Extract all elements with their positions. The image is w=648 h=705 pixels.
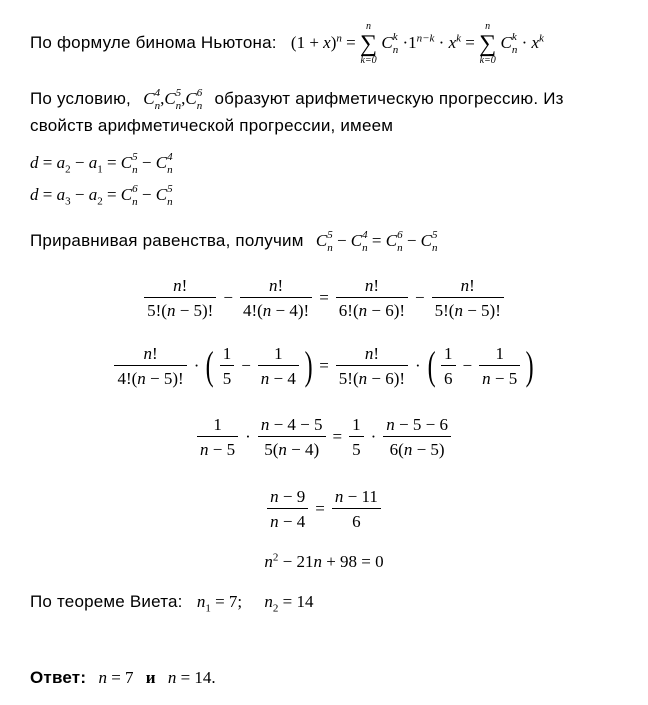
equation-2: $\frac{n!}{4!(n - 5)!}$ · ( $\frac{1}{5}$ − $\frac{1}{n - 4}$ ) = $\frac{n!}{5!(n - 6)!}$ · ( $\frac{1}{6}$ − $\frac{1}{n - 5}$ ) [0,343,648,390]
intro-text: По формуле бинома Ньютона: [30,32,277,52]
answer-line [30,668,216,688]
vieta-text: По теореме Виета: [30,592,183,611]
condition-line [30,88,564,112]
vieta-root2: $n_2 = 14$ [264,592,314,615]
equation-5: $n^2 - 21n + 98 = 0$ [264,551,384,571]
vieta-root1: $n_1 = 7$; [196,592,243,615]
binomial-formula: $(1 + x)^n$ = n ∑ k=0 C k n $\cdot 1^{n-k} \cdot x^k$ = n ∑ k=0 C k n · $x^k$ [290,21,544,66]
answer-conjunction: и [145,668,156,687]
equate-formula: C 5 n − C 4 n = C 6 n − C 5 n [315,229,438,254]
condition-line2: свойств арифметической прогрессии, имеем [30,116,394,135]
equation-1: $\frac{n!}{5!(n - 5)!}$ − $\frac{n!}{4!(n - 4)!}$ = $\frac{n!}{6!(n - 6)!}$ − $\frac{n!}{5!(n - 5)!}$ [0,275,648,322]
answer-value2: n = 14. [167,668,216,687]
equate-text: Приравнивая равенства, получим [30,230,304,250]
equate-line [30,230,438,254]
diff2-formula: $d = a_3 - a_2 = C$ 6 n − C 5 n [30,183,173,208]
condition-prefix: По условию, [30,88,131,108]
vieta-line [30,592,314,615]
condition-terms: C 4 n ,C 5 n ,C 6 n [143,87,203,112]
intro-line [30,22,544,66]
answer-value1: n = 7 [98,668,134,687]
equation-3: $\frac{1}{n - 5}$ · $\frac{n - 4 - 5}{5(n - 4)}$ = $\frac{1}{5}$ · $\frac{n - 5 - 6}{6(n - 5)}$ [0,414,648,461]
diff1-formula: $d = a_2 - a_1 = C$ 5 n − C 4 n [30,151,173,176]
equation-4: $\frac{n - 9}{n - 4}$ = $\frac{n - 11}{6}$ [0,486,648,533]
answer-label: Ответ: [30,668,87,687]
condition-suffix: образуют арифметическую прогрессию. Из [214,88,564,108]
